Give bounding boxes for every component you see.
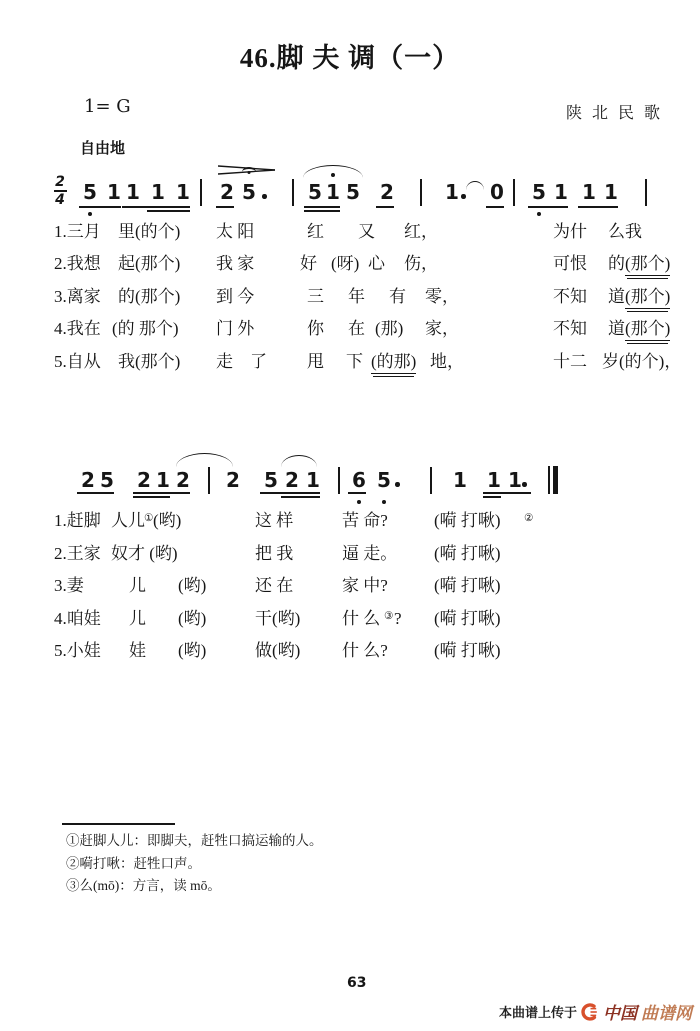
low-octave-dot xyxy=(382,500,386,504)
lyric-segment: (哟) xyxy=(178,609,207,628)
beam-line xyxy=(281,496,320,498)
barline xyxy=(208,467,210,494)
lyric-segment: 人儿 xyxy=(111,511,145,530)
note: 1 xyxy=(326,180,340,204)
note: 5 xyxy=(377,468,391,492)
note: 1 xyxy=(306,468,320,492)
note: 1 xyxy=(487,468,501,492)
lyric-segment: 道 xyxy=(608,319,625,338)
lyric-segment: 为什 xyxy=(553,222,587,241)
lyric-segment: 什 么? xyxy=(342,641,388,660)
lyric-segment: 我 家 xyxy=(216,254,255,273)
lyric-segment: 起(那个) xyxy=(118,254,181,273)
lyric-segment: 逼 走。 xyxy=(342,544,398,563)
key-signature: 1= G xyxy=(84,96,131,117)
barline xyxy=(338,467,340,494)
lyric-segment: 3.妻 xyxy=(54,576,84,595)
song-source: 陕 北 民 歌 xyxy=(566,105,664,122)
beam-line xyxy=(483,492,531,494)
lyric-segment: 把 我 xyxy=(255,544,294,563)
lyric-segment: (那个) xyxy=(625,254,670,276)
beam-line xyxy=(122,206,190,208)
beam-line xyxy=(304,206,340,208)
beam-line xyxy=(79,206,121,208)
beam-line xyxy=(578,206,618,208)
footnote-divider xyxy=(62,823,175,825)
footnote-item: ③么(mō)：方言，读 mō。 xyxy=(66,878,221,893)
lyric-segment: 苦 命? xyxy=(342,511,388,530)
note: 2 xyxy=(137,468,151,492)
low-octave-dot xyxy=(88,212,92,216)
lyric-segment: 4.我在 xyxy=(54,319,101,338)
lyric-segment: 5.小娃 xyxy=(54,641,101,660)
lyric-segment: 下 xyxy=(346,352,363,371)
lyric-segment: (那) xyxy=(375,319,404,338)
lyric-segment: 的 xyxy=(608,254,625,273)
lyric-segment: (嗬 打啾) xyxy=(434,576,501,595)
lyric-segment: 有 xyxy=(389,287,406,306)
lyric-segment: 5.自从 xyxy=(54,352,101,371)
note: 2 xyxy=(285,468,299,492)
lyric-segment: 这 样 xyxy=(255,511,294,530)
beam-line xyxy=(376,206,394,208)
note: 1 xyxy=(107,180,121,204)
note: 5 xyxy=(308,180,322,204)
note: 1 xyxy=(176,180,190,204)
lyric-segment: (那个) xyxy=(625,319,670,341)
note: 5 xyxy=(532,180,546,204)
lyric-segment: 我(那个) xyxy=(118,352,181,371)
barline xyxy=(645,179,647,206)
lyric-segment: 做(哟) xyxy=(255,641,301,660)
lyric-segment: 伤， xyxy=(404,254,438,273)
note: 1 xyxy=(582,180,596,204)
barline xyxy=(513,179,515,206)
slur-arc xyxy=(176,453,233,467)
decrescendo-hairpin xyxy=(218,162,275,180)
note: 5 xyxy=(242,180,256,204)
site-name: 中国 xyxy=(603,1004,637,1023)
note: 2 xyxy=(176,468,190,492)
lyric-segment: (的那) xyxy=(371,352,416,374)
beam-line xyxy=(77,492,114,494)
lyric-segment: 什 么 xyxy=(342,609,381,628)
lyric-segment: 年 xyxy=(348,287,365,306)
lyric-segment: 到 今 xyxy=(216,287,255,306)
lyric-segment: 1.赶脚 xyxy=(54,511,101,530)
lyric-segment: 的(那个) xyxy=(118,287,181,306)
lyric-segment: 又 xyxy=(358,222,375,241)
lyric-segment: (嗬 打啾) xyxy=(434,511,501,530)
lyric-segment: 奴才 (哟) xyxy=(111,544,178,563)
lyric-segment: 娃 xyxy=(129,641,146,660)
beam-line xyxy=(528,206,568,208)
barline xyxy=(430,467,432,494)
beam-line xyxy=(483,496,501,498)
lyric-segment: (哟) xyxy=(178,576,207,595)
note: 1 xyxy=(554,180,568,204)
lyric-segment: 家 中? xyxy=(342,576,388,595)
lyric-segment: (嗬 打啾) xyxy=(434,544,501,563)
barline xyxy=(420,179,422,206)
lyric-segment: 3.离家 xyxy=(54,287,101,306)
lyric-segment: ③ xyxy=(384,611,394,622)
lyric-segment: 十二 xyxy=(553,352,587,371)
lyric-segment: 2.王家 xyxy=(54,544,101,563)
augmentation-dot xyxy=(461,194,466,199)
lyric-segment: 地， xyxy=(430,352,464,371)
lyric-segment: 在 xyxy=(348,319,365,338)
lyric-segment: 心 xyxy=(368,254,385,273)
barline xyxy=(200,179,202,206)
lyric-segment: 了 xyxy=(250,352,267,371)
rest-note: 0 xyxy=(490,180,504,204)
lyric-segment: 4.咱娃 xyxy=(54,609,101,628)
beam-line xyxy=(216,206,234,208)
lyric-segment: 儿 xyxy=(129,609,146,628)
beam-line xyxy=(348,492,366,494)
footnote-item: ②嗬打啾：赶牲口声。 xyxy=(66,855,201,871)
note: 1 xyxy=(508,468,522,492)
time-signature: 2 4 xyxy=(55,174,65,208)
beam-line xyxy=(147,210,190,212)
lyric-segment: 道 xyxy=(608,287,625,306)
lyric-segment: 2.我想 xyxy=(54,254,101,273)
lyric-segment: 走 xyxy=(216,352,233,371)
beam-line xyxy=(260,492,320,494)
augmentation-dot xyxy=(262,194,267,199)
watermark xyxy=(499,999,692,1024)
note: 1 xyxy=(445,180,459,204)
lyric-segment: 么我 xyxy=(608,222,642,241)
lyric-segment: 红 xyxy=(307,222,324,241)
note: 5 xyxy=(346,180,360,204)
barline xyxy=(292,179,294,206)
beam-line xyxy=(133,492,190,494)
note: 1 xyxy=(453,468,467,492)
note: 2 xyxy=(220,180,234,204)
tempo-marking: 自由地 xyxy=(80,140,126,157)
score-line xyxy=(0,448,700,518)
note: 2 xyxy=(380,180,394,204)
lyric-segment: ? xyxy=(394,609,402,628)
lyric-segment: (的 那个) xyxy=(112,319,179,338)
note: 6 xyxy=(352,468,366,492)
lyric-segment: (哟) xyxy=(153,511,182,530)
lyric-segment: (哟) xyxy=(178,641,207,660)
lyric-segment: 三 xyxy=(307,287,324,306)
lyric-segment: (嗬 打啾) xyxy=(434,609,501,628)
site-name-2: 曲谱网 xyxy=(641,1004,692,1023)
footnote-item: ①赶脚人儿：即脚夫，赶牲口搞运输的人。 xyxy=(66,833,323,848)
beam-line xyxy=(486,206,504,208)
lyric-segment: 家， xyxy=(425,319,459,338)
lyric-segment: 还 在 xyxy=(255,576,294,595)
beam-line xyxy=(133,496,170,498)
augmentation-dot xyxy=(395,482,400,487)
lyric-segment: ② xyxy=(524,513,534,524)
lyric-segment: 可恨 xyxy=(553,254,587,273)
lyric-segment: (呀) xyxy=(331,254,360,273)
watermark-text: 本曲谱上传于 xyxy=(498,1005,577,1020)
note: 2 xyxy=(81,468,95,492)
note: 5 xyxy=(83,180,97,204)
lyric-segment: 好 xyxy=(300,254,317,273)
lyric-segment: (那个) xyxy=(625,287,670,309)
lyric-segment: (嗬 打啾) xyxy=(434,641,501,660)
note: 1 xyxy=(126,180,140,204)
note: 2 xyxy=(226,468,240,492)
site-logo-icon xyxy=(581,1003,599,1021)
footnotes xyxy=(66,830,323,898)
lyric-segment: 你 xyxy=(307,319,324,338)
page-title: 46.脚 夫 调（一） xyxy=(239,43,461,73)
lyric-segment: 里(的个) xyxy=(118,222,181,241)
note: 1 xyxy=(151,180,165,204)
lyric-segment: 门 外 xyxy=(216,319,255,338)
note: 5 xyxy=(264,468,278,492)
lyric-segment: ① xyxy=(144,513,154,524)
beam-line xyxy=(304,210,340,212)
final-barline xyxy=(548,466,558,494)
low-octave-dot xyxy=(537,212,541,216)
slur-arc xyxy=(303,165,363,178)
note: 5 xyxy=(100,468,114,492)
lyric-segment: 儿 xyxy=(129,576,146,595)
note: 1 xyxy=(604,180,618,204)
lyric-segment: 干(哟) xyxy=(255,609,301,628)
lyric-segment: 红， xyxy=(404,222,438,241)
lyric-segment: 1.三月 xyxy=(54,222,101,241)
lyric-segment: 甩 xyxy=(307,352,324,371)
lyric-segment: 太 阳 xyxy=(216,222,255,241)
note: 1 xyxy=(156,468,170,492)
slur-arc xyxy=(466,181,484,190)
lyric-segment: 不知 xyxy=(553,287,587,306)
lyric-segment: 岁(的个)， xyxy=(602,352,682,371)
score-line xyxy=(0,160,700,230)
augmentation-dot xyxy=(522,482,527,487)
page-number: 63 xyxy=(347,975,367,991)
lyric-segment: 不知 xyxy=(553,319,587,338)
slur-arc xyxy=(281,455,317,467)
low-octave-dot xyxy=(357,500,361,504)
lyric-segment: 零， xyxy=(425,287,459,306)
